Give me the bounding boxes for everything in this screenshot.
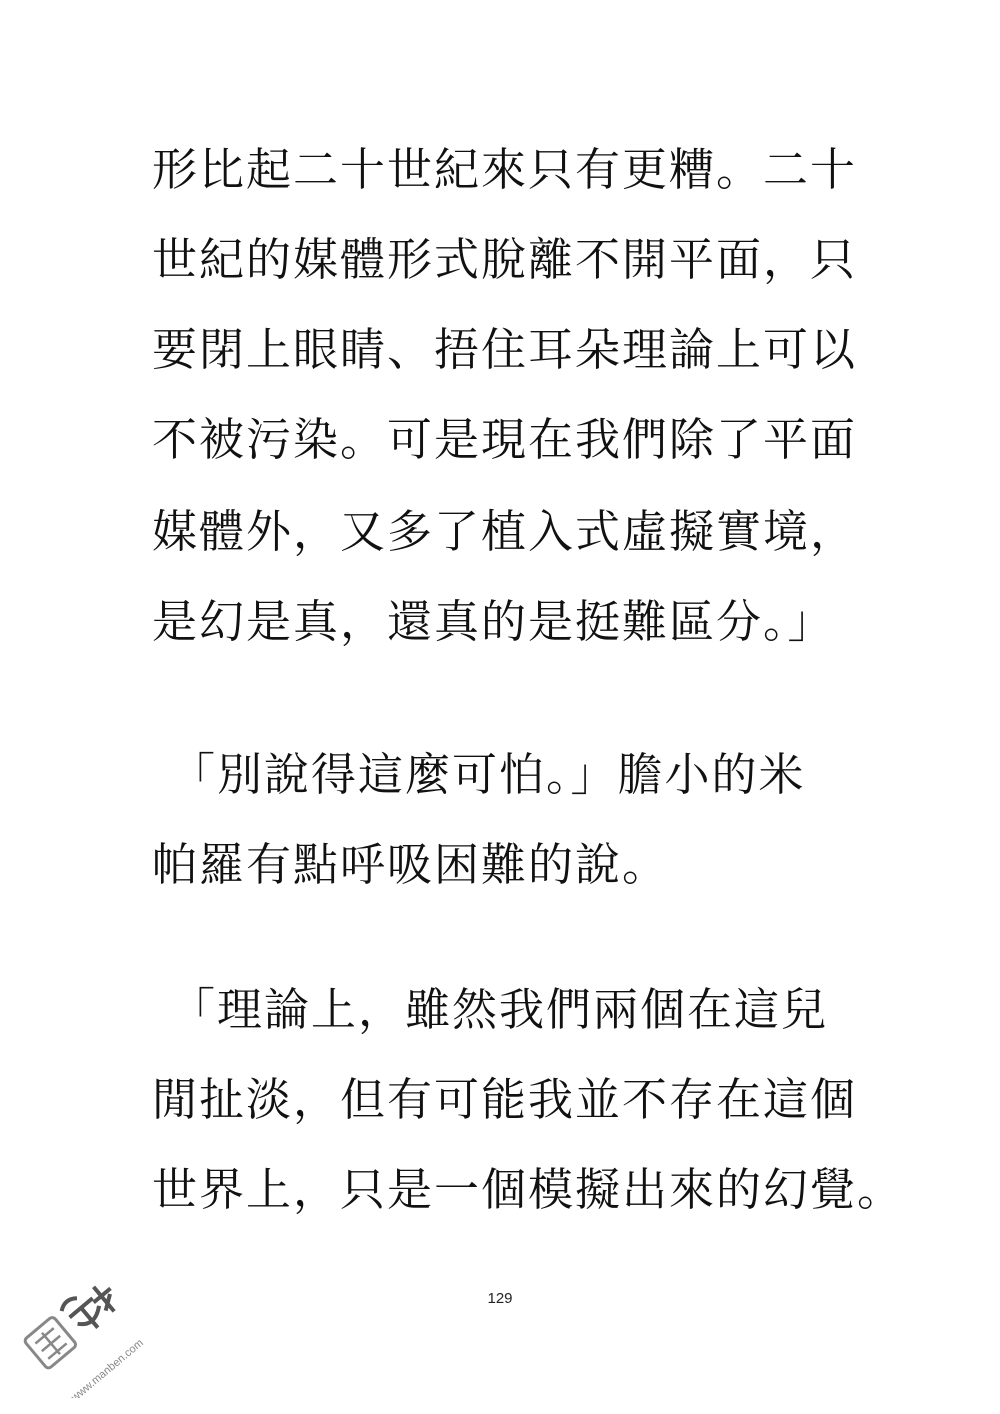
text-line: 世紀的媒體形式脫離不開平面，只: [152, 233, 858, 286]
text-line: 閒扯淡，但有可能我並不存在這個: [152, 1073, 858, 1126]
text-line: 不被污染。可是現在我們除了平面: [152, 413, 858, 466]
text-line: 要閉上眼睛、捂住耳朵理論上可以: [152, 323, 858, 376]
text-line: 「理論上，雖然我們兩個在這兒: [170, 983, 829, 1036]
text-line: 世界上，只是一個模擬出來的幻覺。: [152, 1163, 905, 1216]
text-line: 「別說得這麼可怕。」膽小的米: [170, 748, 806, 801]
text-line: 媒體外，又多了植入式虛擬實境，: [152, 505, 858, 558]
text-line: 是幻是真，還真的是挺難區分。」: [152, 595, 835, 648]
watermark-logo: [10, 1258, 160, 1398]
manben-logo-icon: [10, 1258, 160, 1398]
text-line: 形比起二十世紀來只有更糟。二十: [152, 143, 858, 196]
text-line: 帕羅有點呼吸困難的說。: [152, 838, 670, 891]
watermark-site-text: www.manben.com: [69, 1336, 146, 1398]
page-number: 129: [487, 1290, 513, 1307]
